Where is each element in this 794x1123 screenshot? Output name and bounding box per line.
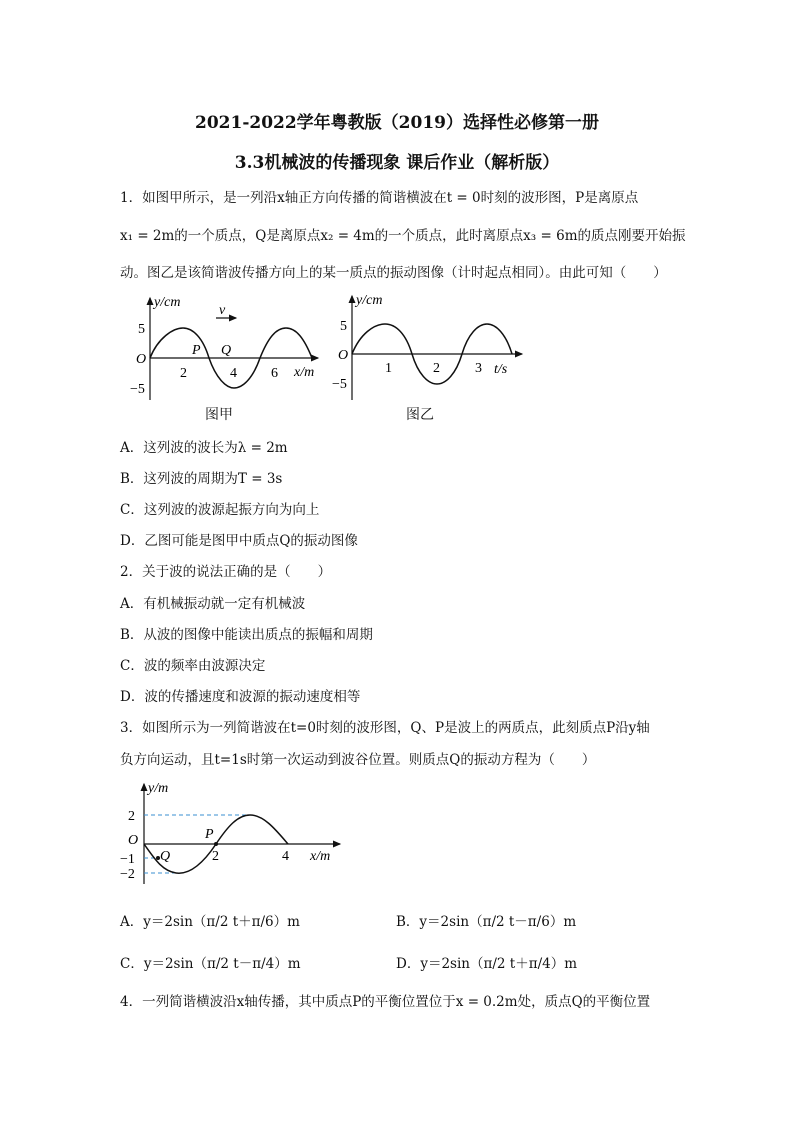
point-p-label: P (192, 343, 201, 358)
q2-option-b: B．从波的图像中能读出质点的振幅和周期 (120, 627, 373, 643)
q3-stem-line-2: 负方向运动，且t=1s时第一次运动到波谷位置。则质点Q的振动方程为（ ） (120, 752, 596, 768)
t-tick-3: 3 (475, 361, 482, 376)
origin-label: O (338, 348, 349, 363)
q2-stem: 2．关于波的说法正确的是（ ） (120, 564, 332, 580)
q4-stem-line-1: 4．一列简谐横波沿x轴传播，其中质点P的平衡位置位于x = 0.2m处，质点Q的平衡位置 (120, 994, 651, 1010)
x-axis-label: x/m (310, 849, 331, 864)
figure-q3-wave-graph (118, 778, 348, 888)
origin-label: O (136, 352, 147, 367)
x-tick-4: 4 (282, 849, 289, 864)
t-tick-2: 2 (433, 361, 440, 376)
x-tick-2: 2 (212, 849, 219, 864)
q1-stem-line-3: 动。图乙是该简谐波传播方向上的某一质点的振动图像（计时起点相同）。由此可知（ ） (120, 265, 667, 281)
q1-stem-line-2: x₁ = 2m的一个质点，Q是离原点x₂ = 4m的一个质点，此时离原点x₃ = 6m的质点刚要开始振 (120, 228, 686, 244)
y-tick-minus-2: −2 (120, 867, 135, 882)
y-axis-label: y/m (148, 781, 169, 796)
q3-option-b: B．y＝2sin（π/2 t－π/6）m (396, 914, 577, 930)
q2-option-d: D．波的传播速度和波源的振动速度相等 (120, 689, 361, 705)
y-tick-minus-1: −1 (120, 852, 135, 867)
q1-option-a: A．这列波的波长为λ = 2m (120, 440, 288, 456)
point-p-label: P (205, 827, 214, 842)
q2-option-c: C．波的频率由波源决定 (120, 658, 266, 674)
origin-label: O (128, 833, 139, 848)
y-tick-5: 5 (138, 322, 145, 337)
x-tick-6: 6 (271, 366, 278, 381)
point-q-label: Q (160, 849, 171, 864)
x-axis-label: x/m (294, 365, 315, 380)
y-tick-5: 5 (340, 319, 347, 334)
x-tick-4: 4 (230, 366, 237, 381)
figure-a-wave-graph (128, 290, 328, 410)
figure-b-vibration-graph (330, 288, 530, 408)
q3-option-a: A．y＝2sin（π/2 t＋π/6）m (120, 914, 300, 930)
x-tick-2: 2 (180, 366, 187, 381)
q2-option-a: A．有机械振动就一定有机械波 (120, 596, 306, 612)
q1-option-d: D．乙图可能是图甲中质点Q的振动图像 (120, 533, 358, 549)
q3-stem-line-1: 3．如图所示为一列简谐波在t=0时刻的波形图，Q、P是波上的两质点，此刻质点P沿y轴 (120, 720, 650, 736)
figure-a-caption: 图甲 (205, 407, 233, 423)
velocity-label: v (219, 303, 226, 318)
document-title: 2021-2022学年粤教版（2019）选择性必修第一册 (195, 113, 599, 133)
y-tick-minus-5: −5 (130, 382, 145, 397)
q1-option-b: B．这列波的周期为T = 3s (120, 471, 283, 487)
point-p-dot (214, 842, 218, 846)
document-subtitle: 3.3机械波的传播现象 课后作业（解析版） (234, 153, 560, 173)
y-tick-2: 2 (128, 809, 135, 824)
q3-option-c: C．y＝2sin（π/2 t－π/4）m (120, 956, 301, 972)
q3-option-d: D．y＝2sin（π/2 t＋π/4）m (396, 956, 578, 972)
point-q-label: Q (221, 343, 232, 358)
q1-option-c: C．这列波的波源起振方向为向上 (120, 502, 320, 518)
figure-b-caption: 图乙 (406, 407, 434, 423)
y-axis-label: y/cm (154, 295, 181, 310)
q1-stem-line-1: 1．如图甲所示，是一列沿x轴正方向传播的简谐横波在t = 0时刻的波形图，P是离原点 (120, 190, 639, 206)
y-axis-label: y/cm (356, 293, 383, 308)
t-tick-1: 1 (385, 361, 392, 376)
y-tick-minus-5: −5 (332, 377, 347, 392)
t-axis-label: t/s (494, 362, 508, 377)
